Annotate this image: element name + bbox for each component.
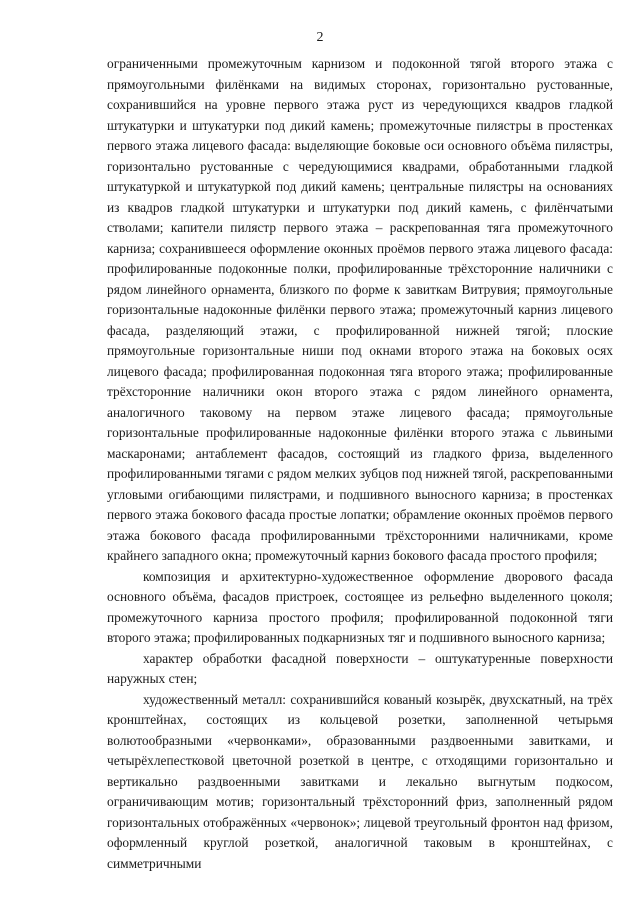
- page-number: 2: [316, 30, 324, 45]
- paragraph-art-metal: художественный металл: сохранившийся кованый козырёк, двухскатный, на трёх кронштейнах, состоящих из кольцевой розетки, заполненной четырьмя волютообразными «червонками», образованными раздвоенными завитками, и четырёхлепестковой цветочной розеткой в центре, с отходящими горизонтально и вертикально раздвоенными завитками и лекально выгнутым подкосом, ограничивающим мотив; горизонтальный трёхсторонний фриз, заполненный рядом горизонтальных отображённых «червонок»; лицевой треугольный фронтон над фризом, оформленный круглой розеткой, аналогичной таковым в кронштейнах, с симметричными: [107, 691, 613, 871]
- paragraph-facade-details: ограниченными промежуточным карнизом и подоконной тягой второго этажа с прямоугольными филёнками на видимых сторонах, горизонтально рустованные, сохранившийся на уровне первого этажа руст из чередующихся квадров гладкой штукатурки и штукатурки под дикий камень; промежуточные пилястры в простенках первого этажа лицевого фасада: выделяющие боковые оси основного объёма пилястры, горизонтально рустованные с чередующимися квадрами, обработанными гладкой штукатуркой и штукатуркой под дикий камень; центральные пилястры на основаниях из квадров гладкой штукатурки и штукатурки под дикий камень, с филёнчатыми стволами; капители пилястр первого этажа – раскрепованная тяга промежуточного карниза; сохранившееся оформление оконных проёмов первого этажа лицевого фасада: профилированные подоконные полки, профилированные трёхсторонние наличники с рядом линейного орнамента, близкого по форме к завиткам Витрувия; прямоугольные горизонтальные надоконные филёнки первого этажа; промежуточный карниз лицевого фасада, разделяющий этажи, с профилированной нижней тягой; плоские прямоугольные горизонтальные ниши под окнами второго этажа на боковых осях лицевого фасада; профилированная подоконная тяга второго этажа; профилированные трёхсторонние наличники окон второго этажа с рядом линейного орнамента, аналогичного таковому на первом этаже лицевого фасада; прямоугольные горизонтальные профилированные надоконные филёнки второго этажа с львиными маскаронами; антаблемент фасадов, состоящий из гладкого фриза, выделенного профилированными тягами с рядом мелких зубцов под нижней тягой, раскрепованными угловыми огибающими пилястрами, и подшивного выносного карниза; в простенках первого этажа бокового фасада простые лопатки; обрамление оконных проёмов первого этажа бокового фасада профилированными трёхсторонними наличниками, кроме крайнего западного окна; промежуточный карниз бокового фасада простого профиля;: [107, 56, 613, 563]
- paragraph-courtyard-facade: композиция и архитектурно-художественное оформление дворового фасада основного объёма, фасадов пристроек, состоящее из рельефно выделенного цоколя; промежуточного карниза простого профиля; профилированной подоконной тяги второго этажа; профилированных подкарнизных тяг и подшивного выносного карниза;: [107, 568, 613, 645]
- body-text: [107, 54, 613, 874]
- paragraph-surface-finish: характер обработки фасадной поверхности – оштукатуренные поверхности наружных стен;: [107, 650, 613, 686]
